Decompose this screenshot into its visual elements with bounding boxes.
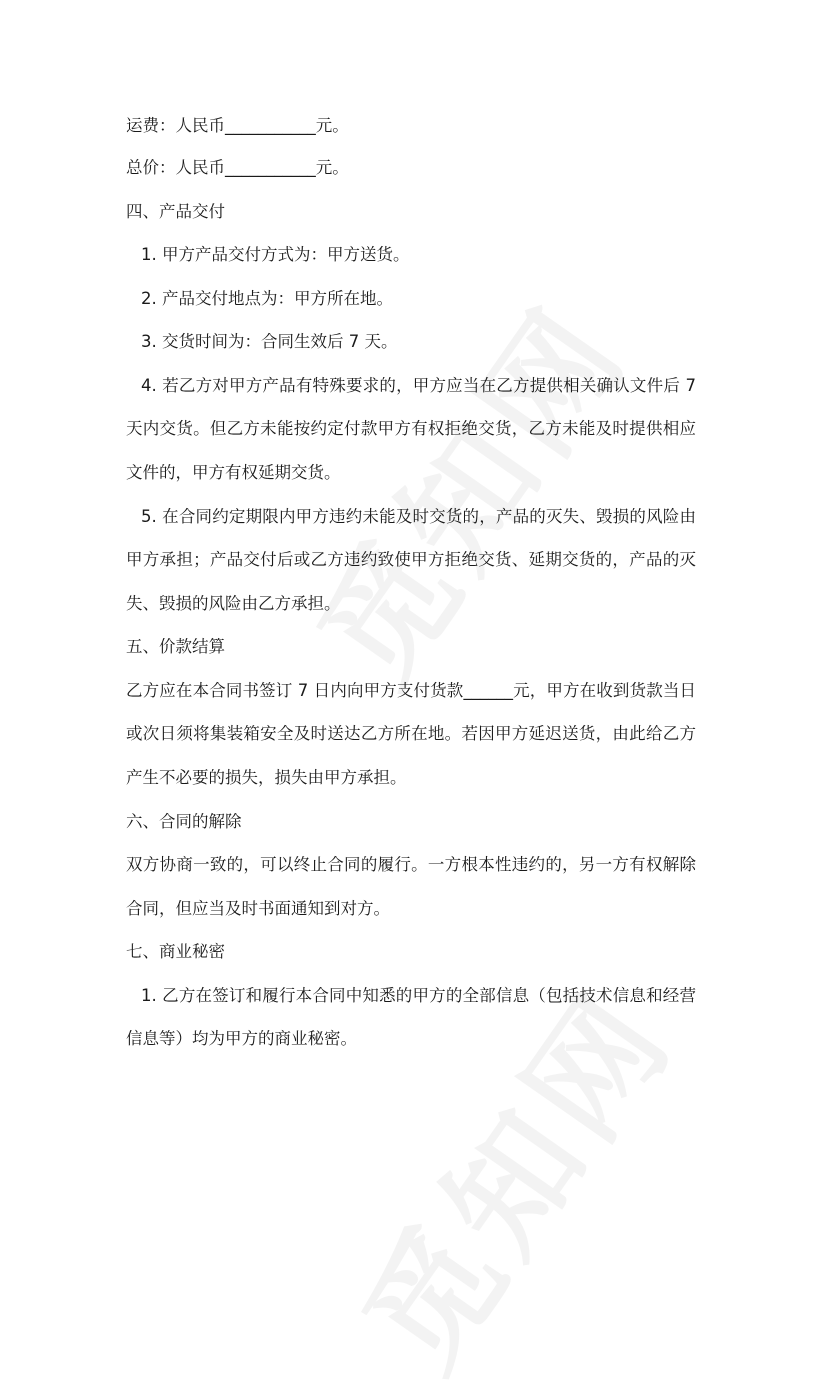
section-5-heading: 五、价款结算	[126, 637, 225, 656]
section-7-item-1-line-2: 信息等）均为甲方的商业秘密。	[126, 1029, 357, 1048]
section-4-item-5-line-3: 失、毁损的风险由乙方承担。	[126, 594, 341, 613]
section-4-item-5-line-2: 甲方承担；产品交付后或乙方违约致使甲方拒绝交货、延期交货的，产品的灭	[126, 550, 696, 569]
section-7-heading: 七、商业秘密	[126, 942, 225, 961]
section-6-para-line-2: 合同，但应当及时书面通知到对方。	[126, 899, 390, 918]
section-4-item-5-line-1: 5. 在合同约定期限内甲方违约未能及时交货的，产品的灭失、毁损的风险由	[141, 507, 696, 526]
section-6-para-line-1: 双方协商一致的，可以终止合同的履行。一方根本性违约的，另一方有权解除	[126, 855, 696, 874]
section-4-item-1: 1. 甲方产品交付方式为：甲方送货。	[141, 245, 410, 264]
section-5-para-line-1: 乙方应在本合同书签订 7 日内向甲方支付货款______元，甲方在收到货款当日	[126, 681, 696, 700]
freight-line: 运费：人民币___________元。	[126, 116, 349, 135]
section-4-item-3: 3. 交货时间为：合同生效后 7 天。	[141, 332, 398, 351]
section-4-item-4-line-1: 4. 若乙方对甲方产品有特殊要求的，甲方应当在乙方提供相关确认文件后 7	[141, 376, 696, 395]
section-5-para-line-3: 产生不必要的损失，损失由甲方承担。	[126, 768, 407, 787]
total-price-line: 总价：人民币___________元。	[126, 158, 349, 177]
section-4-item-4-line-3: 文件的，甲方有权延期交货。	[126, 463, 341, 482]
section-6-heading: 六、合同的解除	[126, 812, 242, 831]
section-4-item-2: 2. 产品交付地点为：甲方所在地。	[141, 289, 393, 308]
watermark-logo-lower	[313, 948, 707, 1399]
section-4-item-4-line-2: 天内交货。但乙方未能按约定付款甲方有权拒绝交货，乙方未能及时提供相应	[126, 419, 696, 438]
section-4-heading: 四、产品交付	[126, 202, 225, 221]
section-7-item-1-line-1: 1. 乙方在签订和履行本合同中知悉的甲方的全部信息（包括技术信息和经营	[141, 986, 696, 1005]
section-5-para-line-2: 或次日须将集装箱安全及时送达乙方所在地。若因甲方延迟送货，由此给乙方	[126, 724, 696, 743]
